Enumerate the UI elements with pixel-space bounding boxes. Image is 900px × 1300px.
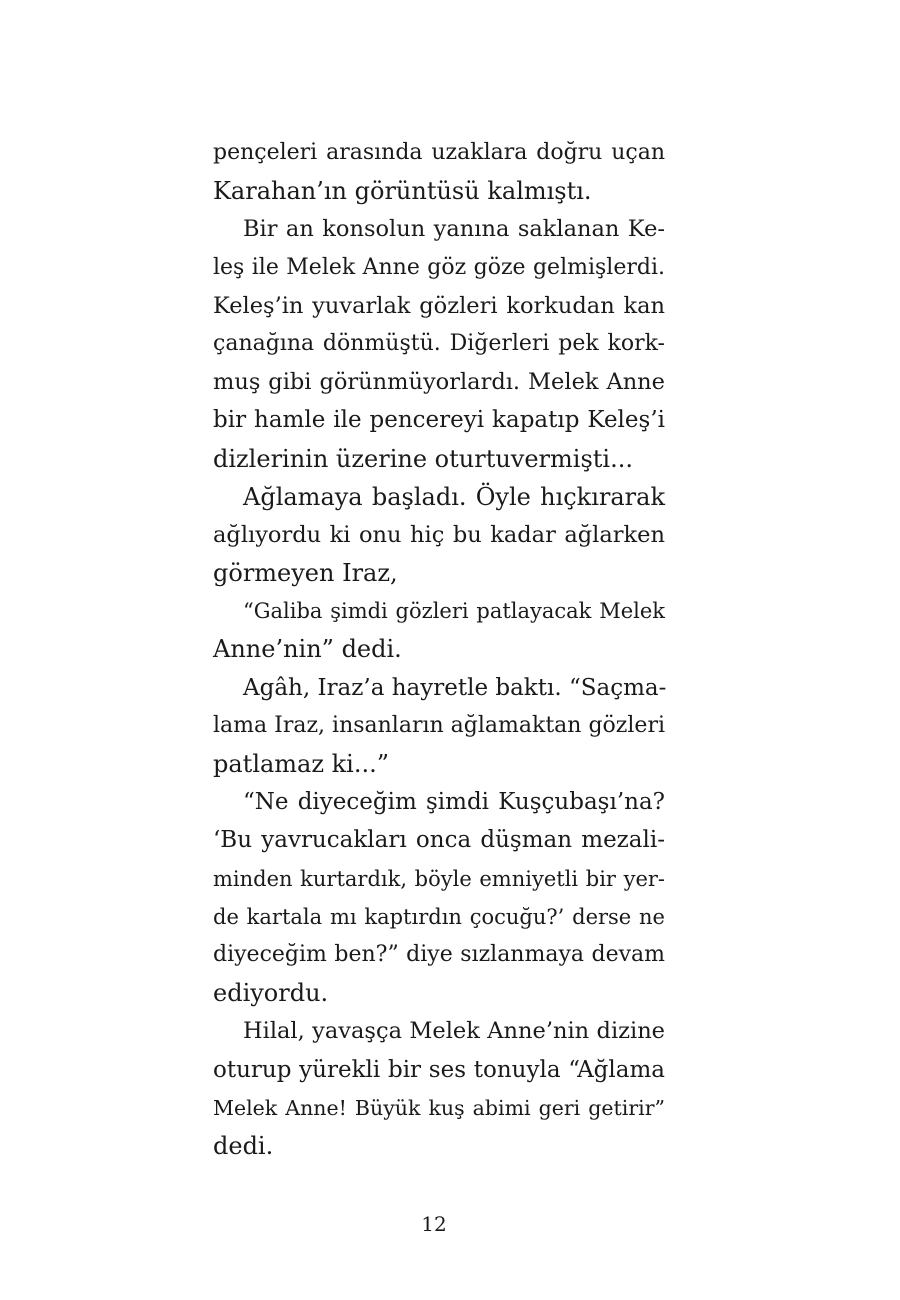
text-line: Karahan’ın görüntüsü kalmıştı.	[213, 177, 592, 206]
text-line: Agâh, Iraz’a hayretle baktı. “Saçma-	[243, 674, 667, 701]
body-text	[213, 134, 665, 1165]
text-line: minden kurtardık, böyle emniyetli bir yer-	[213, 866, 665, 891]
text-line: oturup yürekli bir ses tonuyla “Ağlama	[213, 1056, 665, 1083]
text-line: bir hamle ile pencereyi kapatıp Keleş’i	[213, 407, 665, 434]
text-line: Bir an konsolun yanına saklanan Ke-	[243, 216, 665, 243]
text-line: ağlıyordu ki onu hiç bu kadar ağlarken	[213, 521, 665, 548]
paragraph	[213, 592, 665, 668]
text-line: leş ile Melek Anne göz göze gelmişlerdi.	[213, 254, 665, 280]
paragraph	[213, 783, 665, 1012]
text-line: çanağına dönmüştü. Diğerleri pek kork-	[213, 330, 665, 356]
text-line: “Galiba şimdi gözleri patlayacak Melek	[243, 599, 665, 624]
text-line: Keleş’in yuvarlak gözleri korkudan kan	[213, 292, 665, 319]
text-line: dedi.	[213, 1131, 274, 1160]
paragraph	[213, 210, 665, 477]
text-line: ediyordu.	[213, 979, 329, 1008]
paragraph	[213, 669, 665, 784]
text-line: görmeyen Iraz,	[213, 559, 398, 588]
text-line: diyeceğim ben?” diye sızlanmaya devam	[213, 941, 665, 967]
text-line: Hilal, yavaşça Melek Anne’nin dizine	[243, 1018, 665, 1045]
page-number: 12	[421, 1212, 447, 1236]
paragraph	[213, 134, 665, 210]
text-line: pençeleri arasında uzaklara doğru uçan	[213, 140, 665, 165]
paragraph	[213, 478, 665, 593]
text-line: Ağlamaya başladı. Öyle hıçkırarak	[243, 482, 665, 511]
text-line: “Ne diyeceğim şimdi Kuşçubaşı’na?	[243, 789, 665, 816]
text-line: dizlerinin üzerine oturtuvermişti...	[213, 444, 633, 473]
text-line: patlamaz ki...”	[213, 750, 390, 778]
text-line: muş gibi görünmüyorlardı. Melek Anne	[213, 369, 665, 396]
text-line: de kartala mı kaptırdın çocuğu?’ derse ne	[213, 904, 665, 929]
text-line: lama Iraz, insanların ağlamaktan gözleri	[213, 712, 665, 738]
paragraph	[213, 1012, 665, 1165]
text-line: ‘Bu yavrucakları onca düşman mezali-	[213, 827, 665, 854]
text-line: Anne’nin” dedi.	[213, 635, 402, 664]
text-line: Melek Anne! Büyük kuş abimi geri getirir”	[213, 1095, 665, 1120]
